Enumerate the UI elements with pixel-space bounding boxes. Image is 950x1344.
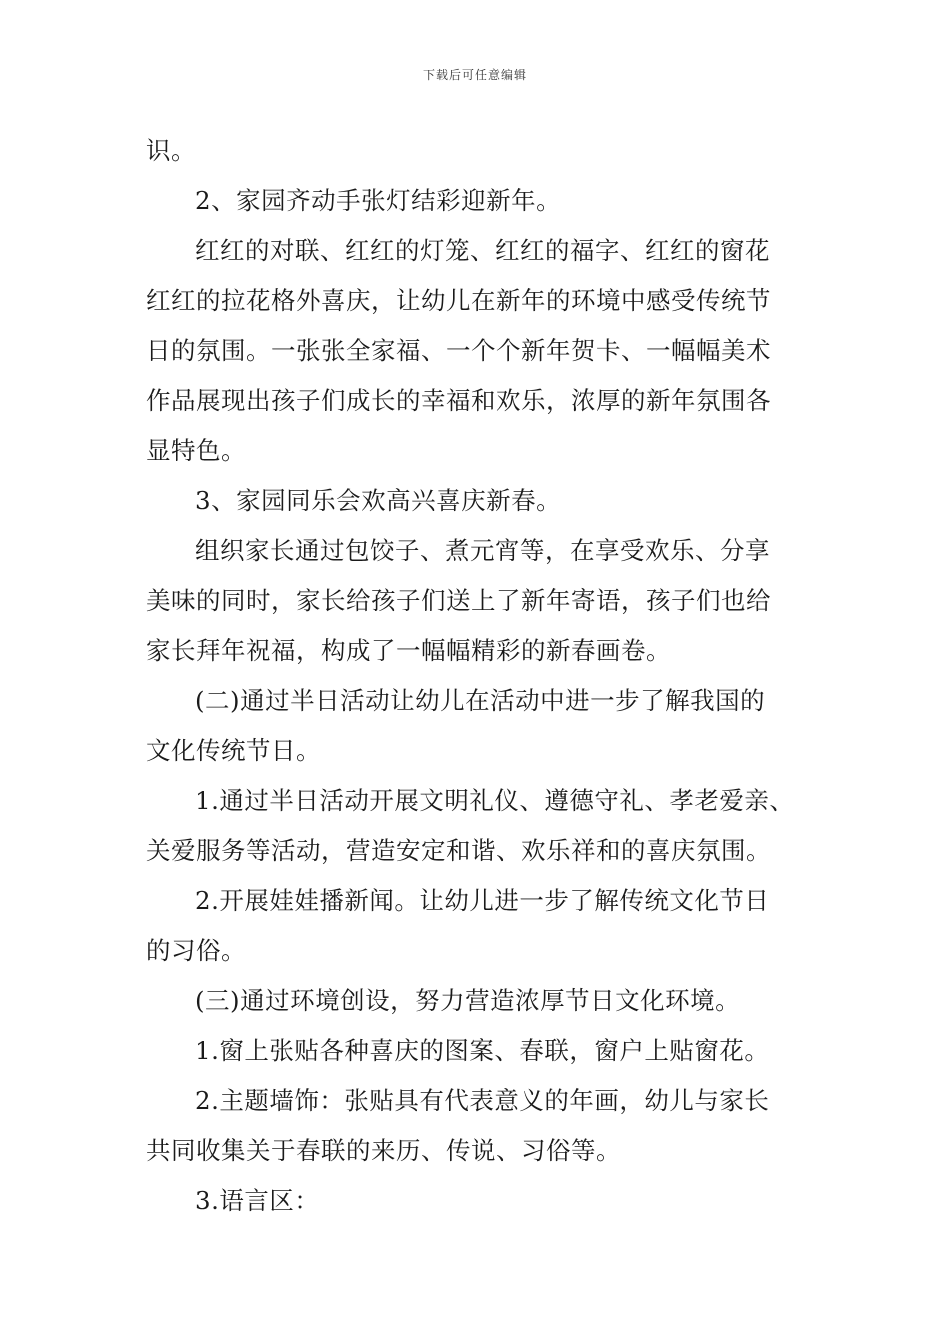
text-line: 1.窗上张贴各种喜庆的图案、春联，窗户上贴窗花。 [195, 1036, 770, 1065]
text-line: 识。 [146, 136, 196, 165]
text-line: 红红的对联、红红的灯笼、红红的福字、红红的窗花 [195, 236, 770, 265]
text-line: 2、家园齐动手张灯结彩迎新年。 [195, 186, 562, 215]
text-line: 家长拜年祝福，构成了一幅幅精彩的新春画卷。 [146, 636, 671, 665]
text-line: 日的氛围。一张张全家福、一个个新年贺卡、一幅幅美术 [146, 336, 771, 365]
text-line: 文化传统节日。 [146, 736, 321, 765]
text-line: 组织家长通过包饺子、煮元宵等，在享受欢乐、分享 [195, 536, 770, 565]
text-line: (二)通过半日活动让幼儿在活动中进一步了解我国的 [195, 686, 766, 715]
text-line: 共同收集关于春联的来历、传说、习俗等。 [146, 1136, 621, 1165]
text-line: 3.语言区： [195, 1186, 320, 1215]
text-line: 作品展现出孩子们成长的幸福和欢乐，浓厚的新年氛围各 [146, 386, 771, 415]
text-line: 显特色。 [146, 436, 246, 465]
text-line: (三)通过环境创设，努力营造浓厚节日文化环境。 [195, 986, 741, 1015]
text-line: 关爱服务等活动，营造安定和谐、欢乐祥和的喜庆氛围。 [146, 836, 771, 865]
text-line: 的习俗。 [146, 936, 246, 965]
text-line: 3、家园同乐会欢高兴喜庆新春。 [195, 486, 562, 515]
text-line: 1.通过半日活动开展文明礼仪、遵德守礼、孝老爱亲、 [195, 786, 795, 815]
document-body [146, 126, 816, 1226]
text-line: 2.主题墙饰：张贴具有代表意义的年画，幼儿与家长 [195, 1086, 770, 1115]
page-header-note: 下载后可任意编辑 [422, 68, 527, 82]
text-line: 美味的同时，家长给孩子们送上了新年寄语，孩子们也给 [146, 586, 771, 615]
text-line: 红红的拉花格外喜庆，让幼儿在新年的环境中感受传统节 [146, 286, 771, 315]
text-line: 2.开展娃娃播新闻。让幼儿进一步了解传统文化节日 [195, 886, 770, 915]
